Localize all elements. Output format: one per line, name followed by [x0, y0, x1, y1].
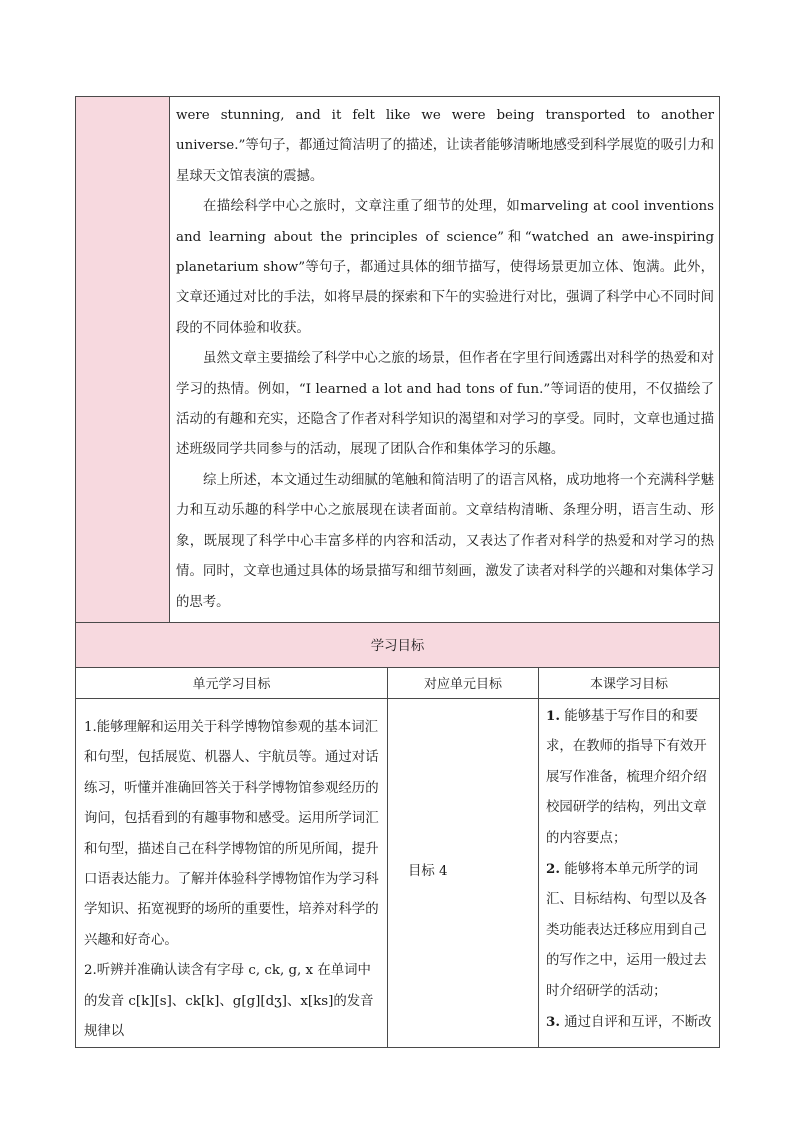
analysis-paragraph-1: were stunning, and it felt like we were being transported to another universe.”等句子，都通过简洁明了的描述，让读者能够清晰地感受到科学展览的吸引力和星球天文馆表演的震撼。 [176, 108, 715, 184]
unit-goals-cell [76, 698, 388, 1047]
objectives-title-row [76, 622, 720, 667]
lesson-goal-text: 能够将本单元所学的词汇、目标结构、句型以及各类功能表达迁移应用到自己的写作之中，运用一般过去时介绍研学的活动； [546, 861, 707, 999]
lesson-goal-text: 能够基于写作目的和要求，在教师的指导下有效开展写作准备，梳理介绍介绍校园研学的结构，列出文章的内容要点； [546, 708, 707, 846]
objectives-header-row [76, 667, 720, 698]
row-label-cell [76, 97, 170, 623]
analysis-paragraph-4: 综上所述，本文通过生动细腻的笔触和简洁明了的语言风格，成功地将一个充满科学魅力和互动乐趣的科学中心之旅展现在读者面前。文章结构清晰、条理分明，语言生动、形象，既展现了科学中心丰富多样的内容和活动，又表达了作者对科学的热爱和对学习的热情。同时，文章也通过具体的场景描写和细节刻画，激发了读者对科学的兴趣和对集体学习的思考。 [176, 472, 715, 610]
objectives-content-row [76, 698, 720, 1047]
lesson-goal-number: 1. [546, 707, 560, 724]
text-analysis-row [76, 97, 720, 623]
lesson-goal-2 [546, 854, 713, 1007]
text-analysis-cell [170, 97, 720, 623]
lesson-goals-cell [539, 698, 720, 1047]
section-title: 学习目标 [76, 622, 720, 667]
unit-goal-2: 2.听辨并准确认读含有字母 c, ck, g, x 在单词中的发音 c[k][s]、ck[k]、g[g][dʒ]、x[ks]的发音规律以 [84, 963, 374, 1039]
lesson-plan-table [75, 96, 720, 1048]
lesson-goal-text: 通过自评和互评，不断改 [559, 1014, 712, 1030]
target-cell: 目标 4 [388, 698, 539, 1047]
header-unit-goals: 单元学习目标 [76, 667, 388, 698]
header-lesson-goals: 本课学习目标 [539, 667, 720, 698]
unit-goal-1: 1.能够理解和运用关于科学博物馆参观的基本词汇和句型，包括展览、机器人、宇航员等。通过对话练习，听懂并准确回答关于科学博物馆参观经历的询问，包括看到的有趣事物和感受。运用所学词汇和句型，描述自己在科学博物馆的所见所闻，提升口语表达能力。了解并体验科学博物馆作为学习科学知识、拓宽视野的场所的重要性，培养对科学的兴趣和好奇心。 [84, 719, 379, 948]
analysis-paragraph-3: 虽然文章主要描绘了科学中心之旅的场景，但作者在字里行间透露出对科学的热爱和对学习的热情。例如，“I learned a lot and had tons of fun.”等词语的使用，不仅描绘了活动的有趣和充实，还隐含了作者对科学知识的渴望和对学习的享受。同时，文章也通过描述班级同学共同参与的活动，展现了团队合作和集体学习的乐趣。 [176, 351, 715, 458]
header-target: 对应单元目标 [388, 667, 539, 698]
lesson-goal-1 [546, 701, 713, 854]
analysis-paragraph-2: 在描绘科学中心之旅时，文章注重了细节的处理，如marveling at cool inventions and learning about the principles of science”和“watched an awe-inspiring planetarium show”等句子，都通过具体的细节描写，使得场景更加立体、饱满。此外，文章还通过对比的手法，如将早晨的探索和下午的实验进行对比，强调了科学中心不同时间段的不同体验和收获。 [176, 199, 715, 336]
lesson-goal-3 [546, 1007, 713, 1038]
lesson-goal-number: 3. [546, 1013, 560, 1030]
lesson-goal-number: 2. [546, 860, 560, 877]
